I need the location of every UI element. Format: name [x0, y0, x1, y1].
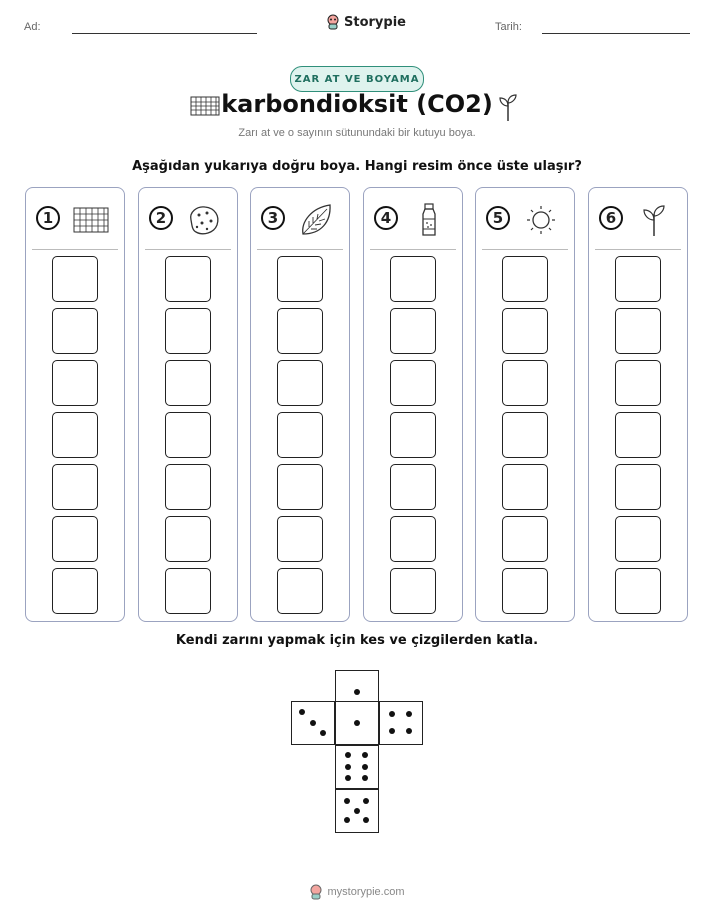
mascot-icon	[309, 884, 323, 900]
rock-icon	[185, 202, 223, 238]
instruction: Aşağıdan yukarıya doğru boya. Hangi resim önce üste ulaşır?	[132, 159, 582, 174]
color-box[interactable]	[165, 516, 211, 562]
color-box[interactable]	[52, 308, 98, 354]
column-divider	[482, 249, 568, 250]
column-divider	[370, 249, 456, 250]
color-box[interactable]	[277, 360, 323, 406]
color-box[interactable]	[502, 516, 548, 562]
color-box[interactable]	[165, 464, 211, 510]
dice-pip	[362, 775, 368, 781]
column-4	[363, 187, 463, 622]
dice-pip	[363, 817, 369, 823]
color-box[interactable]	[277, 412, 323, 458]
column-divider	[257, 249, 343, 250]
dice-pip	[354, 689, 360, 695]
column-2	[138, 187, 238, 622]
dice-pip	[406, 711, 412, 717]
color-box[interactable]	[615, 516, 661, 562]
color-box[interactable]	[52, 568, 98, 614]
color-box[interactable]	[502, 360, 548, 406]
dice-pip	[345, 775, 351, 781]
dice-pip	[354, 720, 360, 726]
color-box[interactable]	[615, 412, 661, 458]
cut-instruction: Kendi zarını yapmak için kes ve çizgilerden katla.	[175, 633, 539, 648]
mascot-icon	[326, 14, 340, 30]
dice-pip	[362, 752, 368, 758]
color-box[interactable]	[52, 516, 98, 562]
column-header	[139, 202, 237, 238]
column-number: 6	[599, 206, 623, 230]
column-1	[25, 187, 125, 622]
color-box[interactable]	[165, 360, 211, 406]
sapling-icon	[635, 202, 673, 238]
color-box[interactable]	[390, 464, 436, 510]
column-5	[475, 187, 575, 622]
column-number: 5	[486, 206, 510, 230]
brand-name: Storypie	[344, 14, 406, 30]
color-box[interactable]	[52, 360, 98, 406]
column-divider	[595, 249, 681, 250]
column-number: 1	[36, 206, 60, 230]
color-box[interactable]	[52, 464, 98, 510]
name-line[interactable]	[72, 33, 257, 34]
soda-bottle-icon	[410, 202, 448, 238]
column-header	[26, 202, 124, 238]
name-label: Ad:	[24, 21, 41, 33]
color-box[interactable]	[615, 308, 661, 354]
subtitle: Zarı at ve o sayının sütunundaki bir kutuyu boya.	[238, 127, 476, 139]
color-box[interactable]	[165, 412, 211, 458]
dice-face-5	[335, 789, 379, 833]
column-3	[250, 187, 350, 622]
color-box[interactable]	[502, 256, 548, 302]
color-box[interactable]	[277, 256, 323, 302]
column-header	[364, 202, 462, 238]
column-number: 2	[149, 206, 173, 230]
dice-pip	[354, 808, 360, 814]
color-box[interactable]	[165, 256, 211, 302]
dice-pip	[363, 798, 369, 804]
leaf-icon	[297, 202, 335, 238]
footer	[0, 884, 714, 900]
color-box[interactable]	[277, 516, 323, 562]
dice-face-6	[335, 745, 379, 789]
activity-badge: ZAR AT VE BOYAMA	[290, 66, 424, 92]
dice-face-3	[291, 701, 335, 745]
color-box[interactable]	[390, 516, 436, 562]
column-header	[476, 202, 574, 238]
column-6	[588, 187, 688, 622]
dice-pip	[389, 728, 395, 734]
color-box[interactable]	[165, 568, 211, 614]
dice-pip	[320, 730, 326, 736]
color-box[interactable]	[615, 568, 661, 614]
color-box[interactable]	[615, 360, 661, 406]
color-box[interactable]	[502, 308, 548, 354]
dice-pip	[299, 709, 305, 715]
color-box[interactable]	[502, 412, 548, 458]
date-line[interactable]	[542, 33, 690, 34]
column-divider	[32, 249, 118, 250]
dice-pip	[362, 764, 368, 770]
dice-pip	[389, 711, 395, 717]
color-box[interactable]	[165, 308, 211, 354]
color-box[interactable]	[277, 568, 323, 614]
dice-pip	[310, 720, 316, 726]
color-box[interactable]	[390, 256, 436, 302]
column-divider	[145, 249, 231, 250]
dice-pip	[345, 764, 351, 770]
sun-icon	[522, 202, 560, 238]
color-box[interactable]	[390, 360, 436, 406]
dice-face-1	[335, 701, 379, 745]
brand-logo	[326, 14, 406, 30]
net-grid-icon	[72, 202, 110, 238]
color-box[interactable]	[52, 412, 98, 458]
color-box[interactable]	[277, 308, 323, 354]
dice-pip	[345, 752, 351, 758]
color-box[interactable]	[277, 464, 323, 510]
color-box[interactable]	[502, 464, 548, 510]
color-box[interactable]	[390, 568, 436, 614]
dice-face-4	[379, 701, 423, 745]
dice-pip	[406, 728, 412, 734]
column-number: 3	[261, 206, 285, 230]
dice-pip	[344, 798, 350, 804]
color-box[interactable]	[390, 412, 436, 458]
column-number: 4	[374, 206, 398, 230]
footer-url[interactable]: mystorypie.com	[327, 886, 405, 898]
sapling-icon	[496, 92, 520, 122]
color-box[interactable]	[502, 568, 548, 614]
dice-pip	[344, 817, 350, 823]
page-title: karbondioksit (CO2)	[221, 90, 493, 118]
column-header	[589, 202, 687, 238]
color-box[interactable]	[390, 308, 436, 354]
color-box[interactable]	[615, 256, 661, 302]
color-box[interactable]	[615, 464, 661, 510]
column-header	[251, 202, 349, 238]
date-label: Tarih:	[495, 21, 522, 33]
color-box[interactable]	[52, 256, 98, 302]
